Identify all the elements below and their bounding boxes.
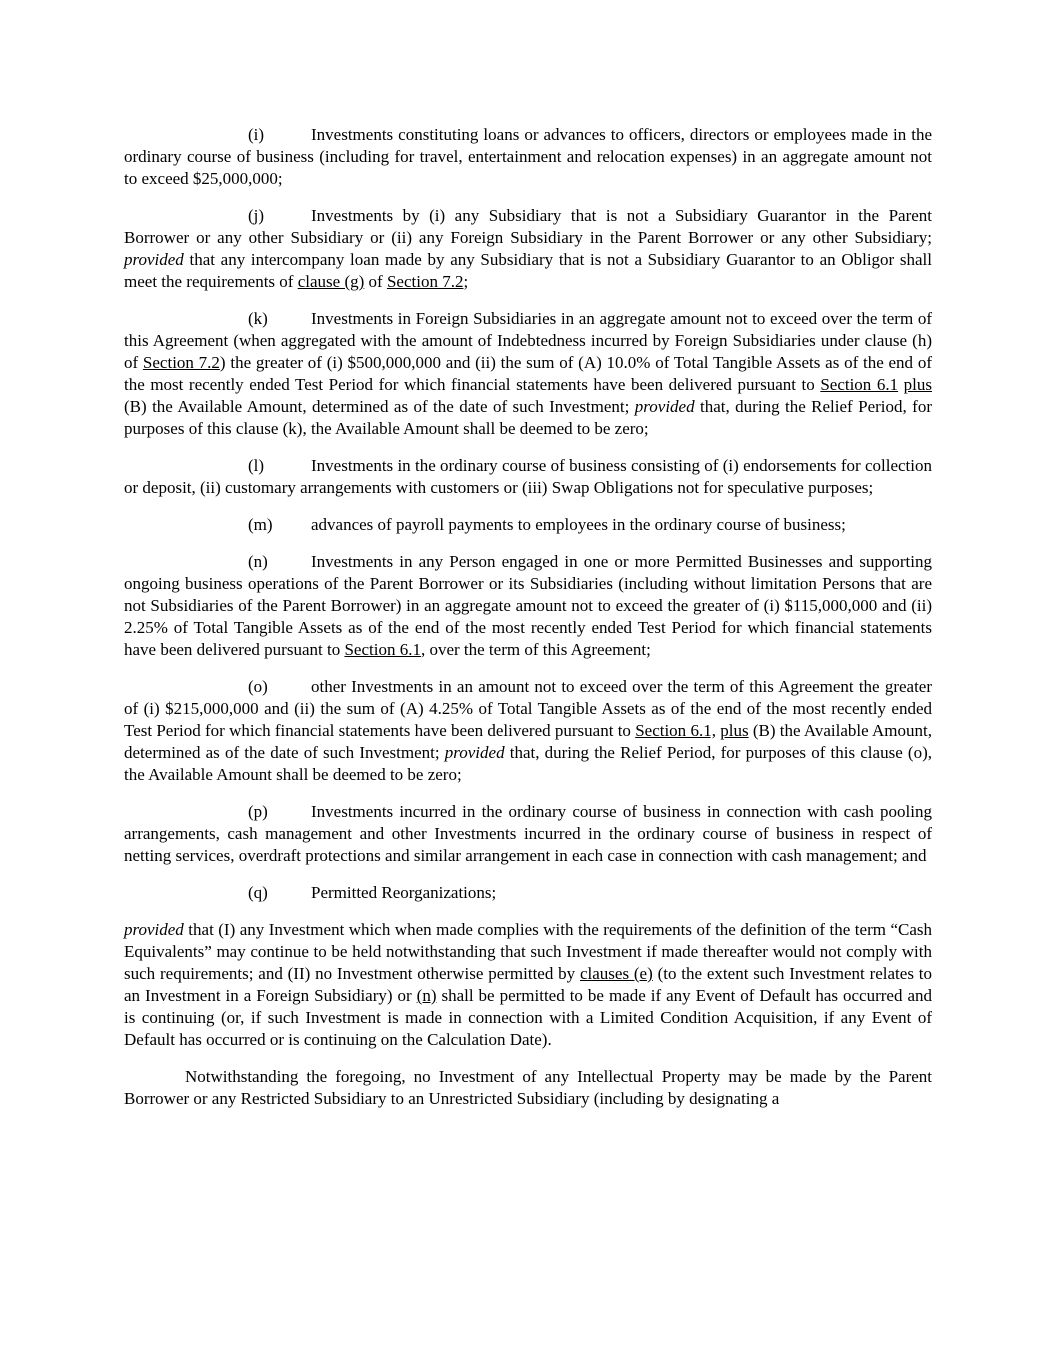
- clause-n: [124, 551, 932, 661]
- provided-term: provided: [124, 920, 184, 939]
- proviso-paragraph: [124, 919, 932, 1051]
- cross-reference: Section 6.1: [344, 640, 421, 659]
- clause-text: Permitted Reorganizations;: [311, 883, 497, 902]
- proviso-text: (to the extent such Investment relates to an Investment in a Foreign Subsidiary) or: [124, 964, 932, 1005]
- clause-i: [124, 124, 932, 190]
- clause-text: Investments by (i) any Subsidiary that is not a Subsidiary Guarantor in the Parent Borrower or any other Subsidiary or (ii) any Foreign Subsidiary in the Parent Borrower or any other Subsidiary;: [124, 206, 932, 247]
- clause-text: Investments in any Person engaged in one or more Permitted Businesses and supporting ongoing business operations of the Parent Borrower or its Subsidiaries (including without limitation Persons that are not Subsidiaries of the Parent Borrower) in an aggregate amount not to exceed the greater of (i) $115,000,000 and (ii) 2.25% of Total Tangible Assets as of the end of the most recently ended Test Period for which financial statements have been delivered pursuant to: [124, 552, 932, 659]
- closing-paragraph: [124, 1066, 932, 1110]
- clause-text: (B) the Available Amount, determined as of the date of such Investment;: [124, 721, 932, 762]
- clause-text: that any intercompany loan made by any Subsidiary that is not a Subsidiary Guarantor to an Obligor shall meet the requirements of: [124, 250, 932, 291]
- clause-k: [124, 308, 932, 440]
- cross-reference: clause (g): [297, 272, 365, 291]
- clause-marker: (i): [248, 125, 265, 144]
- clause-text: of: [364, 272, 387, 291]
- proviso-text: that (I) any Investment which when made complies with the requirements of the definition of the term “Cash Equivalents” may continue to be held notwithstanding that such Investment if made thereafter would not comply with such requirements; and (II) no Investment otherwise permitted by: [124, 920, 932, 983]
- clause-text: (B) the Available Amount, determined as of the date of such Investment;: [124, 397, 635, 416]
- document-page: [124, 124, 932, 1125]
- clause-marker: (o): [248, 677, 268, 696]
- clause-text: Investments incurred in the ordinary course of business in connection with cash pooling arrangements, cash management and other Investments incurred in the ordinary course of business in respect of netting services, overdraft protections and similar arrangement in each case in connection with cash management; and: [124, 802, 932, 865]
- clause-text: Investments constituting loans or advances to officers, directors or employees made in the ordinary course of business (including for travel, entertainment and relocation expenses) in an aggregate amount not to exceed $25,000,000;: [124, 125, 932, 188]
- clause-text: that, during the Relief Period, for purposes of this clause (k), the Available Amount shall be deemed to be zero;: [124, 397, 932, 438]
- clause-text: Investments in Foreign Subsidiaries in an aggregate amount not to exceed over the term of this Agreement (when aggregated with the amount of Indebtedness incurred by Foreign Subsidiaries under clause (h) of: [124, 309, 932, 372]
- cross-reference: clauses (e): [579, 964, 653, 983]
- clause-text: ) the greater of (i) $500,000,000 and (ii) the sum of (A) 10.0% of Total Tangible Assets as of the end of the most recently ended Test Period for which financial statements have been delivered pursuant to: [124, 353, 932, 394]
- closing-text: Notwithstanding the foregoing, no Investment of any Intellectual Property may be made by the Parent Borrower or any Restricted Subsidiary to an Unrestricted Subsidiary (including by designating a: [124, 1067, 932, 1108]
- clause-marker: (j): [248, 206, 265, 225]
- clause-text: Investments in the ordinary course of business consisting of (i) endorsements for collection or deposit, (ii) customary arrangements with customers or (iii) Swap Obligations not for speculative purposes;: [124, 456, 932, 497]
- cross-reference: Section 6.1: [820, 375, 899, 394]
- provided-term: provided: [634, 397, 695, 416]
- clause-text: advances of payroll payments to employees in the ordinary course of business;: [311, 515, 846, 534]
- clause-text: ;: [463, 272, 469, 291]
- clause-p: [124, 801, 932, 867]
- clause-text: that, during the Relief Period, for purposes of this clause (o), the Available Amount shall be deemed to be zero;: [124, 743, 932, 784]
- clause-text: , over the term of this Agreement;: [420, 640, 651, 659]
- provided-term: provided: [124, 250, 184, 269]
- clause-marker: (m): [248, 515, 273, 534]
- clause-marker: (l): [248, 456, 265, 475]
- cross-reference: (n): [416, 986, 437, 1005]
- clause-m: [248, 514, 932, 536]
- clause-j: [124, 205, 932, 293]
- clause-marker: (p): [248, 802, 268, 821]
- plus-term: plus: [903, 375, 932, 394]
- clause-o: [124, 676, 932, 786]
- clause-text: other Investments in an amount not to exceed over the term of this Agreement the greater of (i) $215,000,000 and (ii) the sum of (A) 4.25% of Total Tangible Assets as of the end of the most recently ended Test Period for which financial statements have been delivered pursuant to: [124, 677, 932, 740]
- clause-marker: (q): [248, 883, 268, 902]
- provided-term: provided: [444, 743, 505, 762]
- cross-reference: Section 7.2: [386, 272, 464, 291]
- cross-reference: Section 7.2: [142, 353, 220, 372]
- clause-marker: (n): [248, 552, 268, 571]
- cross-reference: Section 6.1,: [635, 721, 716, 740]
- proviso-text: shall be permitted to be made if any Event of Default has occurred and is continuing (or, if such Investment is made in connection with a Limited Condition Acquisition, if any Event of Default has occurred or is continuing on the Calculation Date).: [124, 986, 932, 1049]
- clause-q: [248, 882, 932, 904]
- clause-l: [124, 455, 932, 499]
- clause-marker: (k): [248, 309, 268, 328]
- plus-term: plus: [720, 721, 749, 740]
